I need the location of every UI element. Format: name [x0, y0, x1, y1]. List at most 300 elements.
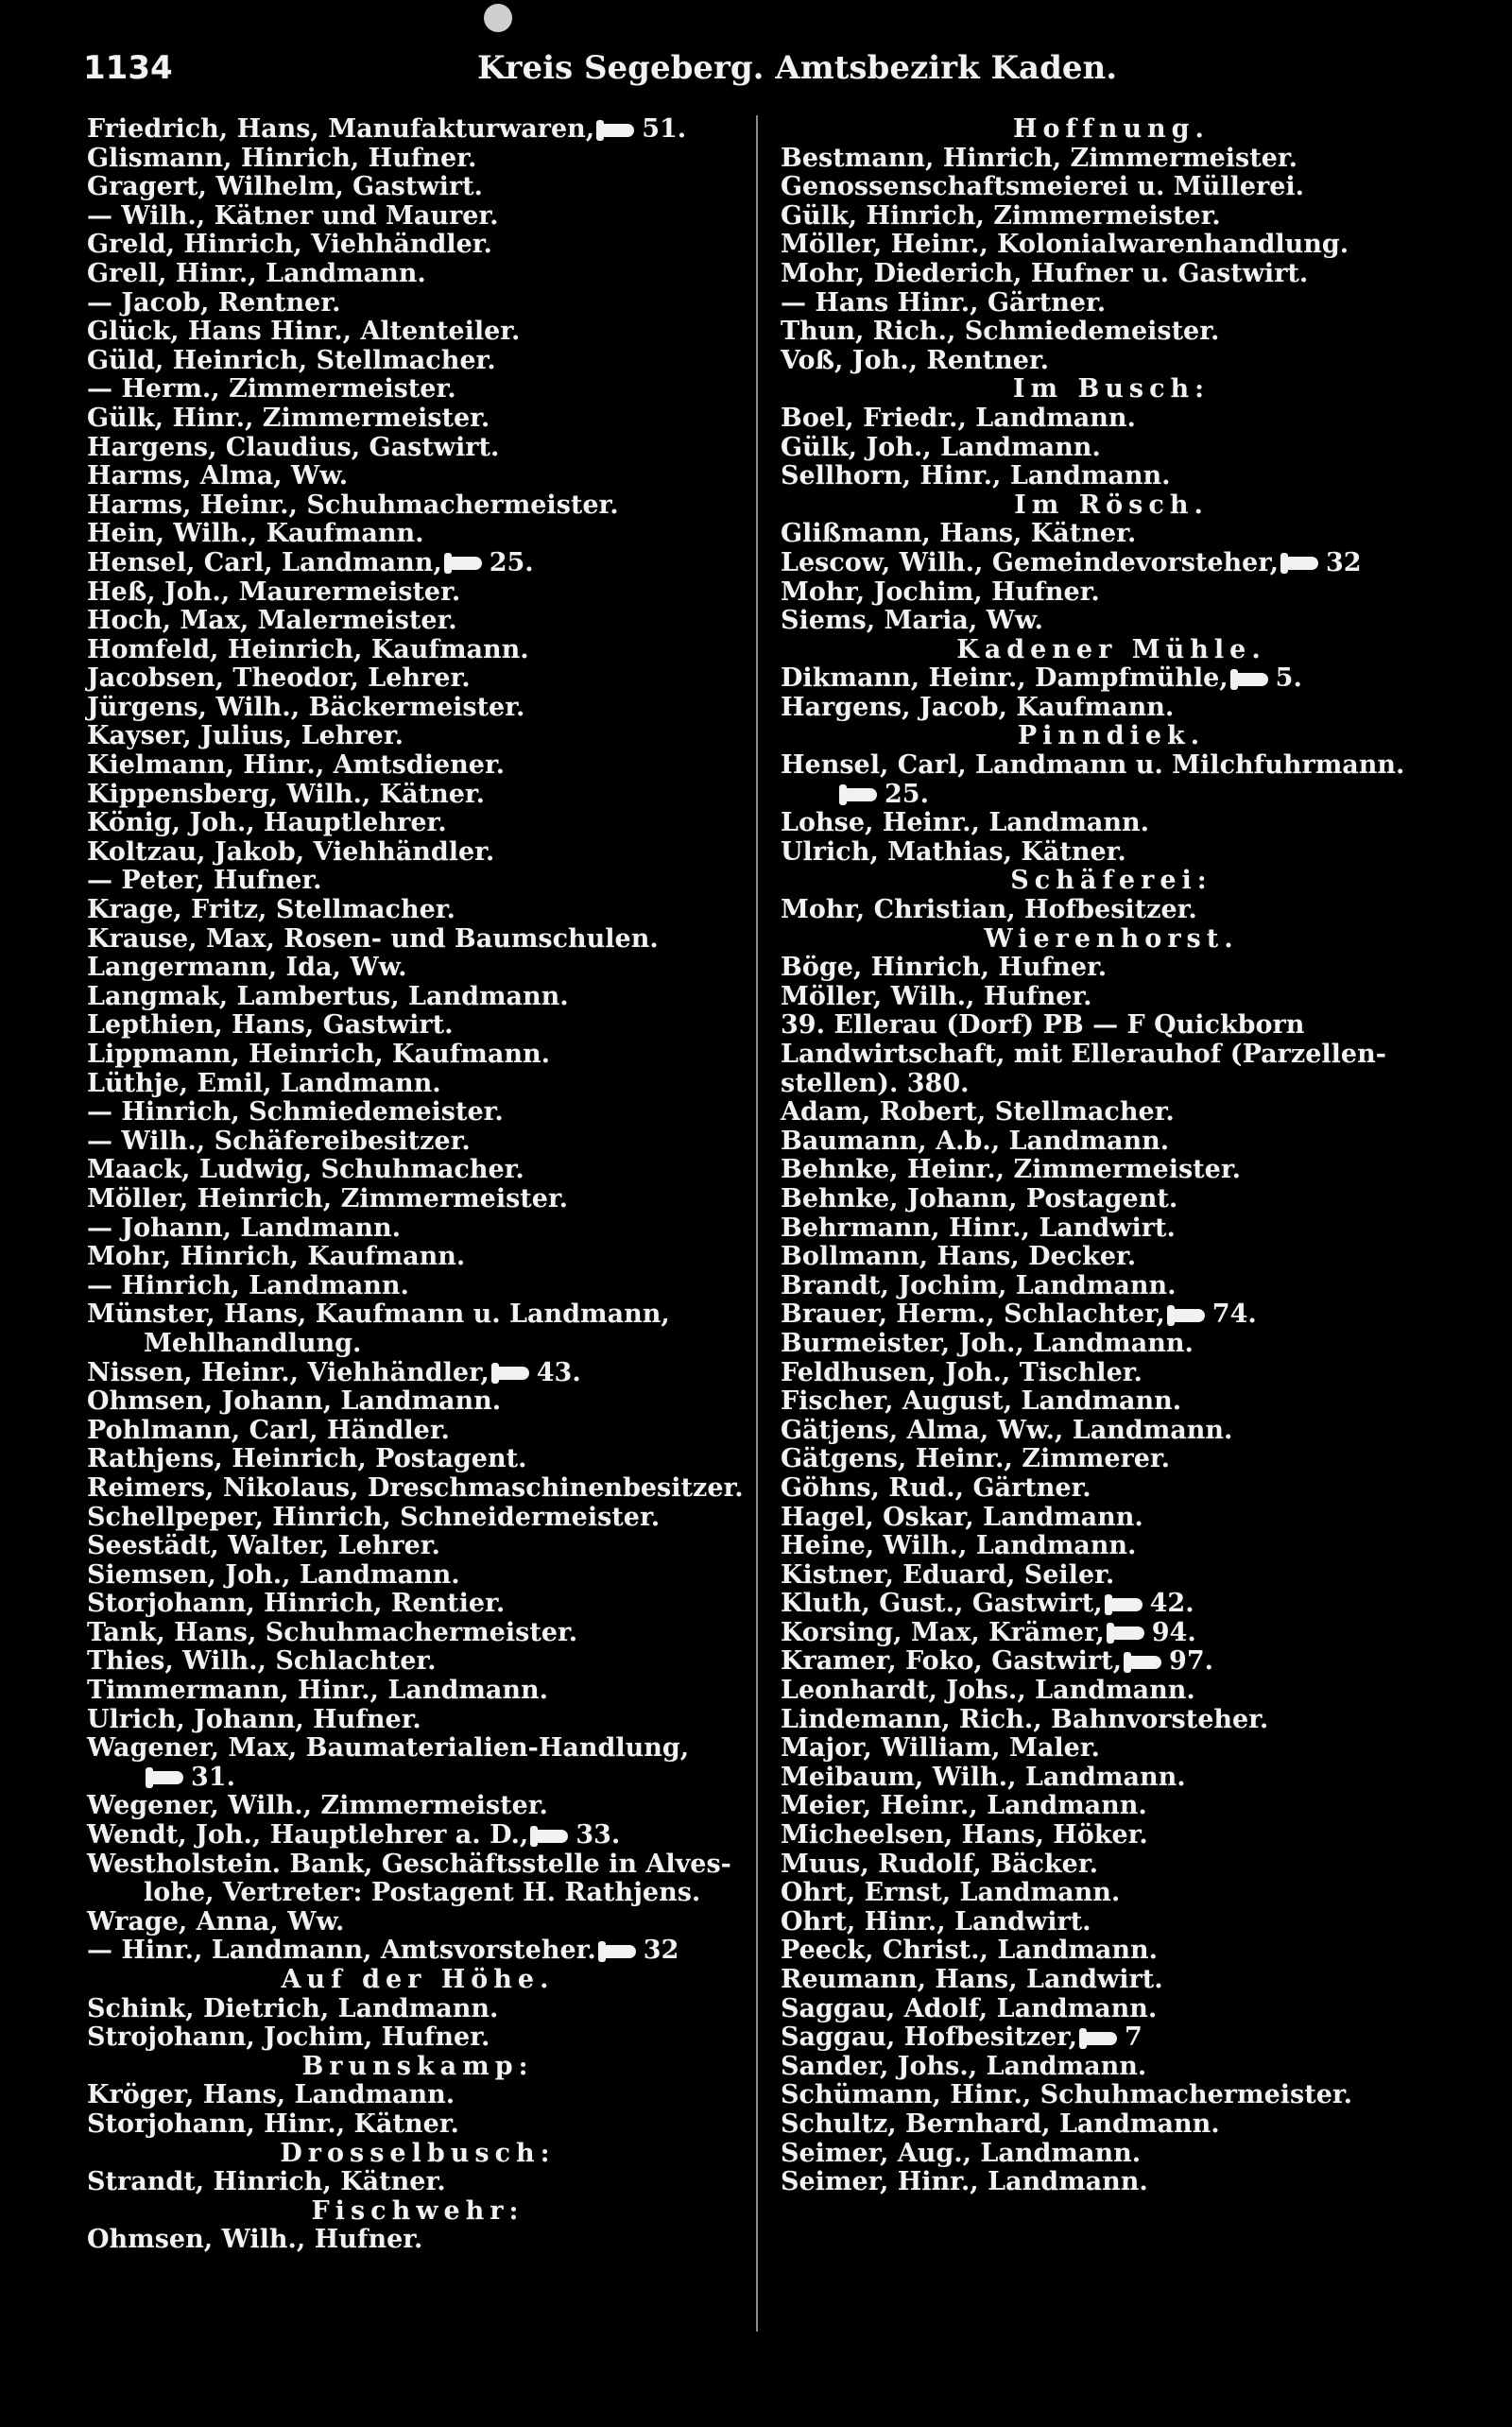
directory-entry — [781, 1821, 1442, 1850]
directory-entry — [781, 2023, 1442, 2053]
directory-entry — [781, 173, 1442, 202]
entry-text: Reimers, Nikolaus, Dreschmaschinenbesitzer. — [87, 1472, 744, 1503]
directory-entry — [87, 1734, 748, 1764]
phone-number: 7 — [1124, 2022, 1143, 2053]
entry-text: Nissen, Heinr., Viehhändler, — [87, 1357, 490, 1387]
entry-text: lohe, Vertreter: Postagent H. Rathjens. — [144, 1878, 701, 1908]
directory-entry — [87, 1532, 748, 1561]
directory-entry — [87, 145, 748, 174]
directory-entry — [87, 2023, 748, 2053]
entry-text: — Hinrich, Landmann. — [87, 1270, 409, 1300]
entry-text: Saggau, Adolf, Landmann. — [781, 1993, 1158, 2023]
section-heading-text: Fischwehr: — [311, 2195, 524, 2226]
directory-entry — [781, 404, 1442, 434]
section-heading — [781, 491, 1442, 521]
telephone-hand-icon — [845, 788, 877, 801]
directory-entry — [87, 1011, 748, 1041]
section-heading — [87, 2197, 748, 2227]
directory-entry — [87, 838, 748, 868]
directory-entry — [87, 1850, 748, 1880]
directory-entry — [781, 1879, 1442, 1908]
directory-entry — [87, 896, 748, 925]
directory-entry — [87, 1590, 748, 1619]
directory-entry — [781, 607, 1442, 636]
entry-text: Schink, Dietrich, Landmann. — [87, 1993, 499, 2023]
phone-number: 32 — [1326, 547, 1362, 577]
entry-text: Bestmann, Hinrich, Zimmermeister. — [781, 143, 1298, 173]
entry-text: Glismann, Hinrich, Hufner. — [87, 143, 477, 173]
entry-text: Bollmann, Hans, Decker. — [781, 1242, 1137, 1272]
entry-text: Peeck, Christ., Landmann. — [781, 1936, 1159, 1966]
entry-text: 39. Ellerau (Dorf) PB — F Quickborn — [781, 1010, 1305, 1041]
telephone-hand-icon — [1112, 1627, 1144, 1640]
section-heading-text: Auf der Höhe. — [281, 1965, 555, 1994]
directory-entry — [781, 983, 1442, 1012]
entry-text: Hein, Wilh., Kaufmann. — [87, 519, 424, 549]
entry-text: Mohr, Diederich, Hufner u. Gastwirt. — [781, 258, 1309, 288]
entry-text: — Jacob, Rentner. — [87, 287, 341, 318]
directory-entry — [87, 289, 748, 318]
directory-entry — [781, 896, 1442, 925]
entry-text: Langermann, Ida, Ww. — [87, 953, 407, 983]
page-number: 1134 — [83, 49, 173, 87]
directory-entry — [87, 347, 748, 376]
directory-entry — [781, 838, 1442, 868]
entry-text: Boel, Friedr., Landmann. — [781, 403, 1136, 433]
entry-text: — Wilh., Kätner und Maurer. — [87, 200, 499, 231]
directory-entry — [87, 1272, 748, 1301]
directory-entry — [781, 694, 1442, 723]
entry-text: — Wilh., Schäfereibesitzer. — [87, 1126, 471, 1156]
entry-text: Münster, Hans, Kaufmann u. Landmann, — [87, 1300, 670, 1330]
directory-entry — [781, 1995, 1442, 2024]
directory-entry — [87, 2168, 748, 2197]
page-title: Kreis Segeberg. Amtsbezirk Kaden. — [477, 49, 1118, 87]
directory-entry — [781, 289, 1442, 318]
entry-text: Storjohann, Hinrich, Rentier. — [87, 1589, 506, 1619]
entry-text: Böge, Hinrich, Hufner. — [781, 953, 1108, 983]
directory-entry — [87, 1156, 748, 1185]
right-column — [781, 115, 1442, 2197]
entry-text: Mohr, Christian, Hofbesitzer. — [781, 895, 1197, 925]
directory-entry — [87, 1792, 748, 1821]
entry-text: Rathjens, Heinrich, Postagent. — [87, 1444, 527, 1474]
directory-entry — [87, 1041, 748, 1070]
directory-entry — [87, 664, 748, 694]
entry-text: — Johann, Landmann. — [87, 1213, 402, 1243]
phone-number: 43. — [536, 1357, 581, 1387]
entry-text: Glißmann, Hans, Kätner. — [781, 519, 1137, 549]
entry-text: Krage, Fritz, Stellmacher. — [87, 895, 455, 925]
telephone-hand-icon — [1286, 557, 1318, 570]
section-heading-text: Wierenhorst. — [984, 923, 1239, 954]
directory-entry — [87, 867, 748, 896]
entry-text: Saggau, Hofbesitzer, — [781, 2022, 1077, 2053]
directory-entry — [87, 549, 748, 578]
ink-blot — [484, 4, 512, 32]
entry-text: Brauer, Herm., Schlachter, — [781, 1300, 1165, 1330]
entry-text: Möller, Heinrich, Zimmermeister. — [87, 1183, 569, 1214]
entry-text: Pohlmann, Carl, Händler. — [87, 1415, 450, 1445]
entry-text: Westholstein. Bank, Geschäftsstelle in Alves- — [87, 1849, 731, 1879]
entry-text: Schultz, Bernhard, Landmann. — [781, 2109, 1220, 2139]
directory-entry — [781, 260, 1442, 289]
directory-entry — [87, 231, 748, 260]
directory-entry — [781, 1936, 1442, 1966]
directory-entry — [87, 925, 748, 955]
section-heading — [87, 2053, 748, 2082]
phone-number: 5. — [1275, 663, 1302, 694]
directory-entry — [781, 781, 1442, 810]
directory-entry — [87, 1561, 748, 1591]
section-heading-text: Im Busch: — [1012, 374, 1211, 404]
entry-text: Hargens, Jacob, Kaufmann. — [781, 692, 1175, 722]
directory-entry — [87, 781, 748, 810]
directory-entry — [781, 549, 1442, 578]
entry-text: Lepthien, Hans, Gastwirt. — [87, 1010, 454, 1041]
entry-text: Grell, Hinr., Landmann. — [87, 258, 426, 288]
directory-entry — [781, 1619, 1442, 1648]
directory-entry — [87, 809, 748, 838]
phone-number: 25. — [489, 547, 534, 577]
directory-entry — [87, 636, 748, 665]
section-heading-text: Hoffnung. — [1013, 114, 1210, 144]
entry-text: Behnke, Heinr., Zimmermeister. — [781, 1155, 1241, 1185]
entry-text: Kröger, Hans, Landmann. — [87, 2080, 455, 2110]
entry-text: Ulrich, Johann, Hufner. — [87, 1704, 421, 1734]
directory-entry — [781, 1532, 1442, 1561]
entry-text: Meibaum, Wilh., Landmann. — [781, 1762, 1186, 1792]
section-heading-text: Kadener Mühle. — [956, 634, 1266, 664]
directory-entry — [781, 318, 1442, 347]
telephone-hand-icon — [602, 124, 634, 137]
directory-entry — [87, 751, 748, 781]
entry-text: Hagel, Oskar, Landmann. — [781, 1502, 1143, 1532]
directory-entry — [781, 1359, 1442, 1388]
directory-entry — [87, 491, 748, 521]
entry-text: Baumann, A.b., Landmann. — [781, 1126, 1170, 1156]
entry-text: Kayser, Julius, Lehrer. — [87, 721, 404, 751]
entry-text: Siemsen, Joh., Landmann. — [87, 1559, 460, 1590]
directory-entry — [781, 145, 1442, 174]
directory-entry — [781, 1734, 1442, 1764]
entry-text: Micheelsen, Hans, Höker. — [781, 1820, 1148, 1850]
directory-entry — [87, 1764, 748, 1793]
directory-entry — [781, 954, 1442, 983]
entry-text: Seestädt, Walter, Lehrer. — [87, 1531, 440, 1561]
directory-entry — [781, 1417, 1442, 1446]
directory-entry — [87, 1619, 748, 1648]
directory-entry — [87, 1127, 748, 1157]
directory-entry — [781, 809, 1442, 838]
directory-entry — [781, 1474, 1442, 1504]
entry-text: Storjohann, Hinr., Kätner. — [87, 2109, 459, 2139]
entry-text: Hoch, Max, Malermeister. — [87, 606, 457, 636]
directory-entry — [87, 2081, 748, 2110]
section-heading-text: Im Rösch. — [1014, 490, 1209, 520]
entry-text: Maack, Ludwig, Schuhmacher. — [87, 1155, 524, 1185]
directory-entry — [87, 115, 748, 145]
telephone-hand-icon — [1173, 1309, 1205, 1322]
directory-entry — [781, 664, 1442, 694]
directory-entry — [87, 404, 748, 434]
entry-text: Koltzau, Jakob, Viehhändler. — [87, 836, 495, 867]
entry-text: — Herm., Zimmermeister. — [87, 374, 456, 404]
directory-entry — [781, 2140, 1442, 2169]
entry-text: Wagener, Max, Baumaterialien-Handlung, — [87, 1733, 690, 1764]
directory-entry — [87, 1474, 748, 1504]
entry-text: Behrmann, Hinr., Landwirt. — [781, 1213, 1176, 1243]
entry-text: Kielmann, Hinr., Amtsdiener. — [87, 750, 506, 781]
phone-number: 31. — [191, 1762, 235, 1792]
directory-entry — [87, 722, 748, 751]
directory-entry — [781, 1764, 1442, 1793]
directory-entry — [781, 1070, 1442, 1099]
entry-text: Brandt, Jochim, Landmann. — [781, 1270, 1177, 1300]
entry-text: Lindemann, Rich., Bahnvorsteher. — [781, 1704, 1269, 1734]
directory-entry — [781, 1677, 1442, 1706]
entry-text: Heine, Wilh., Landmann. — [781, 1531, 1137, 1561]
telephone-hand-icon — [450, 557, 482, 570]
entry-text: Siems, Maria, Ww. — [781, 606, 1043, 636]
entry-text: Glück, Hans Hinr., Altenteiler. — [87, 317, 521, 347]
entry-text: Major, William, Maler. — [781, 1733, 1100, 1764]
telephone-hand-icon — [1085, 2032, 1117, 2045]
entry-text: — Hans Hinr., Gärtner. — [781, 287, 1107, 318]
directory-entry — [781, 1156, 1442, 1185]
entry-text: Ohmsen, Wilh., Hufner. — [87, 2225, 423, 2255]
entry-text: Göhns, Rud., Gärtner. — [781, 1472, 1091, 1503]
telephone-hand-icon — [497, 1367, 529, 1380]
directory-entry — [87, 607, 748, 636]
directory-entry — [781, 520, 1442, 549]
column-divider — [756, 115, 758, 2332]
entry-text: Adam, Robert, Stellmacher. — [781, 1097, 1175, 1127]
directory-entry — [781, 1272, 1442, 1301]
entry-text: Lohse, Heinr., Landmann. — [781, 808, 1150, 838]
entry-text: Strandt, Hinrich, Kätner. — [87, 2167, 446, 2197]
entry-text: Wegener, Wilh., Zimmermeister. — [87, 1791, 548, 1821]
directory-entry — [87, 1098, 748, 1127]
directory-entry — [781, 1706, 1442, 1735]
entry-text: Meier, Heinr., Landmann. — [781, 1791, 1147, 1821]
section-heading-text: Pinndiek. — [1017, 721, 1206, 751]
entry-text: Gülk, Joh., Landmann. — [781, 432, 1101, 462]
phone-number: 33. — [576, 1820, 621, 1850]
section-heading — [781, 925, 1442, 955]
entry-text: Hensel, Carl, Landmann, — [87, 547, 442, 577]
directory-entry — [87, 434, 748, 463]
entry-text: Ohmsen, Johann, Landmann. — [87, 1386, 502, 1417]
directory-entry — [781, 202, 1442, 232]
directory-entry — [87, 2226, 748, 2255]
section-heading — [781, 722, 1442, 751]
telephone-hand-icon — [1236, 673, 1268, 686]
telephone-hand-icon — [151, 1771, 183, 1784]
entry-text: Ohrt, Hinr., Landwirt. — [781, 1906, 1091, 1936]
phone-number: 74. — [1211, 1300, 1257, 1330]
directory-entry — [87, 1647, 748, 1677]
directory-entry — [781, 2110, 1442, 2140]
directory-entry — [87, 1908, 748, 1937]
directory-entry — [87, 1445, 748, 1474]
telephone-hand-icon — [1110, 1598, 1143, 1611]
entry-text: Sander, Johs., Landmann. — [781, 2051, 1147, 2081]
directory-entry — [87, 1243, 748, 1272]
section-heading — [781, 115, 1442, 145]
section-heading-text: Drosselbusch: — [280, 2138, 556, 2168]
phone-number: 97. — [1169, 1646, 1214, 1677]
directory-entry — [781, 1214, 1442, 1244]
entry-text: Strojohann, Jochim, Hufner. — [87, 2022, 490, 2053]
directory-entry — [87, 1821, 748, 1850]
section-heading-text: Brunskamp: — [301, 2051, 534, 2081]
entry-text: stellen). 380. — [781, 1068, 970, 1098]
entry-text: — Hinr., Landmann, Amtsvorsteher. — [87, 1936, 596, 1966]
entry-text: Gätgens, Heinr., Zimmerer. — [781, 1444, 1171, 1474]
directory-entry — [87, 954, 748, 983]
entry-text: Mehlhandlung. — [144, 1328, 362, 1358]
directory-entry — [87, 1417, 748, 1446]
directory-entry — [781, 1647, 1442, 1677]
entry-text: Möller, Heinr., Kolonialwarenhandlung. — [781, 230, 1349, 260]
entry-text: Dikmann, Heinr., Dampfmühle, — [781, 663, 1228, 694]
directory-entry — [87, 462, 748, 491]
entry-text: Wendt, Joh., Hauptlehrer a. D., — [87, 1820, 529, 1850]
directory-entry — [781, 1966, 1442, 1995]
directory-entry — [87, 1387, 748, 1417]
entry-text: Landwirtschaft, mit Ellerauhof (Parzellen- — [781, 1040, 1386, 1069]
directory-entry — [781, 751, 1442, 781]
entry-text: Genossenschaftsmeierei u. Müllerei. — [781, 172, 1305, 202]
directory-entry — [87, 260, 748, 289]
directory-entry — [87, 520, 748, 549]
directory-entry — [781, 1330, 1442, 1359]
directory-entry — [87, 173, 748, 202]
entry-text: Gragert, Wilhelm, Gastwirt. — [87, 172, 483, 202]
phone-number: 32 — [643, 1936, 679, 1966]
directory-entry — [781, 1561, 1442, 1591]
entry-text: Fischer, August, Landmann. — [781, 1386, 1182, 1417]
entry-text: Kluth, Gust., Gastwirt, — [781, 1589, 1103, 1619]
directory-entry — [781, 1387, 1442, 1417]
directory-entry — [87, 1706, 748, 1735]
entry-text: Muus, Rudolf, Bäcker. — [781, 1849, 1098, 1879]
entry-text: Jacobsen, Theodor, Lehrer. — [87, 663, 471, 694]
entry-text: Greld, Hinrich, Viehhändler. — [87, 230, 492, 260]
entry-text: Hensel, Carl, Landmann u. Milchfuhrmann. — [781, 750, 1405, 781]
directory-entry — [781, 1908, 1442, 1937]
phone-number: 42. — [1149, 1589, 1194, 1619]
telephone-hand-icon — [604, 1945, 636, 1958]
directory-entry — [781, 434, 1442, 463]
entry-text: — Hinrich, Schmiedemeister. — [87, 1097, 504, 1127]
directory-entry — [87, 1936, 748, 1966]
directory-entry — [87, 1504, 748, 1533]
entry-text: Jürgens, Wilh., Bäckermeister. — [87, 692, 525, 722]
entry-text: Sellhorn, Hinr., Landmann. — [781, 461, 1171, 491]
directory-entry — [87, 2110, 748, 2140]
directory-entry — [781, 1098, 1442, 1127]
entry-text: Reumann, Hans, Landwirt. — [781, 1965, 1163, 1994]
entry-text: Behnke, Johann, Postagent. — [781, 1183, 1178, 1214]
directory-entry — [87, 202, 748, 232]
directory-entry — [87, 375, 748, 404]
entry-text: Mohr, Jochim, Hufner. — [781, 577, 1100, 607]
phone-number: 94. — [1151, 1617, 1196, 1647]
directory-entry — [781, 1504, 1442, 1533]
entry-text: Heß, Joh., Maurermeister. — [87, 577, 461, 607]
entry-text: Krause, Max, Rosen- und Baumschulen. — [87, 923, 659, 954]
phone-number: 25. — [885, 779, 929, 809]
directory-entry — [781, 2168, 1442, 2197]
entry-text: Schümann, Hinr., Schuhmachermeister. — [781, 2080, 1353, 2110]
directory-entry — [781, 462, 1442, 491]
telephone-hand-icon — [536, 1830, 568, 1843]
entry-text: Harms, Heinr., Schuhmachermeister. — [87, 490, 619, 520]
directory-entry — [87, 578, 748, 608]
entry-text: Ohrt, Ernst, Landmann. — [781, 1878, 1121, 1908]
directory-entry — [781, 1185, 1442, 1214]
section-heading — [87, 1966, 748, 1995]
entry-text: Homfeld, Heinrich, Kaufmann. — [87, 634, 529, 664]
directory-entry — [87, 983, 748, 1012]
telephone-hand-icon — [1129, 1656, 1161, 1669]
entry-text: Tank, Hans, Schuhmachermeister. — [87, 1617, 578, 1647]
left-column — [87, 115, 748, 2255]
directory-entry — [87, 1185, 748, 1214]
directory-entry — [87, 1879, 748, 1908]
directory-entry — [781, 1243, 1442, 1272]
entry-text: Thies, Wilh., Schlachter. — [87, 1646, 437, 1677]
entry-text: Burmeister, Joh., Landmann. — [781, 1328, 1194, 1358]
entry-text: Seimer, Hinr., Landmann. — [781, 2167, 1148, 2197]
entry-text: Möller, Wilh., Hufner. — [781, 981, 1092, 1011]
entry-text: Gätjens, Alma, Ww., Landmann. — [781, 1415, 1233, 1445]
directory-entry — [87, 694, 748, 723]
directory-entry — [781, 1011, 1442, 1041]
directory-entry — [781, 578, 1442, 608]
entry-text: Schellpeper, Hinrich, Schneidermeister. — [87, 1502, 661, 1532]
entry-text: Thun, Rich., Schmiedemeister. — [781, 317, 1220, 347]
entry-text: Ulrich, Mathias, Kätner. — [781, 836, 1126, 867]
entry-text: Gülk, Hinrich, Zimmermeister. — [781, 200, 1221, 231]
entry-text: Harms, Alma, Ww. — [87, 461, 349, 491]
entry-text: Voß, Joh., Rentner. — [781, 345, 1050, 375]
directory-entry — [87, 1214, 748, 1244]
entry-text: Langmak, Lambertus, Landmann. — [87, 981, 569, 1011]
directory-entry — [781, 1850, 1442, 1880]
entry-text: Wrage, Anna, Ww. — [87, 1906, 345, 1936]
entry-text: Kippensberg, Wilh., Kätner. — [87, 779, 486, 809]
entry-text: Seimer, Aug., Landmann. — [781, 2138, 1142, 2168]
section-heading — [781, 867, 1442, 896]
directory-entry — [87, 1677, 748, 1706]
directory-entry — [781, 1127, 1442, 1157]
directory-entry — [781, 347, 1442, 376]
entry-text: Hargens, Claudius, Gastwirt. — [87, 432, 500, 462]
entry-text: Feldhusen, Joh., Tischler. — [781, 1357, 1143, 1387]
section-heading — [87, 2140, 748, 2169]
section-heading — [781, 375, 1442, 404]
entry-text: Güld, Heinrich, Stellmacher. — [87, 345, 496, 375]
phone-number: 51. — [642, 114, 687, 144]
entry-text: König, Joh., Hauptlehrer. — [87, 808, 447, 838]
section-heading — [781, 636, 1442, 665]
entry-text: Friedrich, Hans, Manufakturwaren, — [87, 114, 595, 144]
directory-entry — [781, 1792, 1442, 1821]
entry-text: Timmermann, Hinr., Landmann. — [87, 1676, 549, 1706]
